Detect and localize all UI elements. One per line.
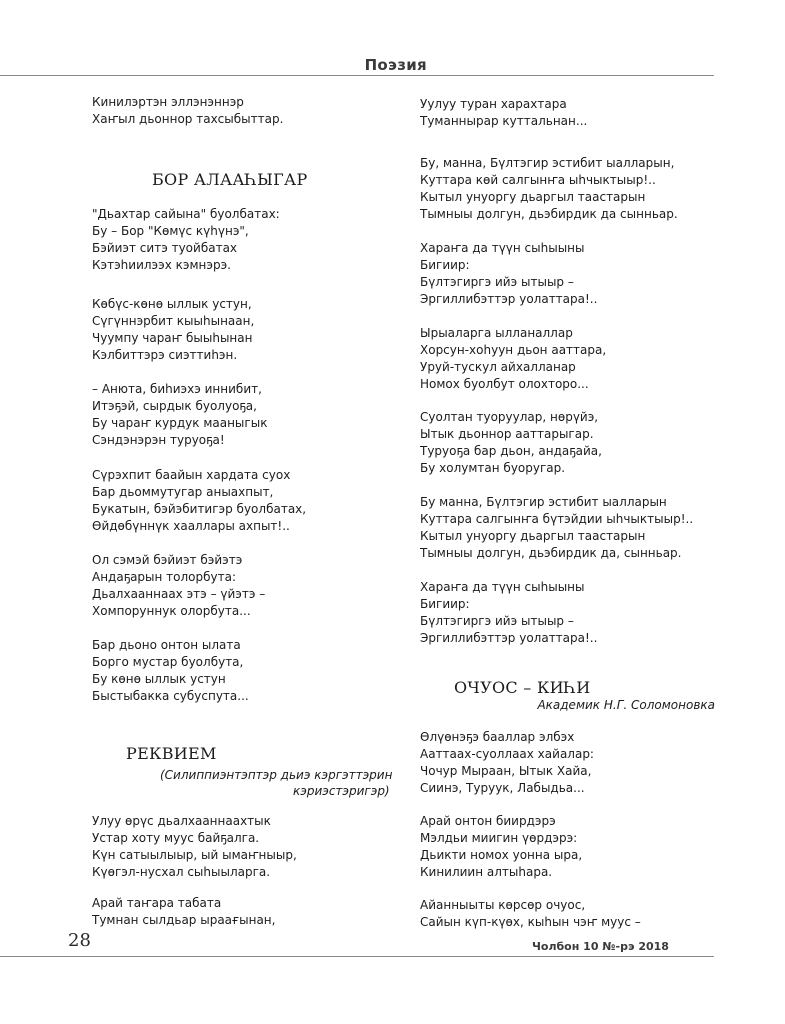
- verse-line: Сайын күп-күөх, кыһын чэҥ муус –: [420, 915, 641, 929]
- verse-line: Тымныы долгун, дьэбирдик да сынньар.: [420, 207, 678, 221]
- verse-line: Бигиир:: [420, 258, 470, 272]
- verse-line: Өйдөбүннүк хааллары ахпыт!..: [92, 519, 290, 533]
- footer-rule: [0, 956, 714, 957]
- verse-line: Тымныы долгун, дьэбирдик да, сынньар.: [420, 546, 682, 560]
- verse-line: Уулуу туран харахтара: [420, 97, 567, 111]
- verse-line: Бар дьоно онтон ылата: [92, 638, 241, 652]
- verse-line: Арай онтон биирдэрэ: [420, 814, 556, 828]
- verse-line: Дьалхааннаах этэ – үйэтэ –: [92, 587, 266, 601]
- verse-line: Ол сэмэй бэйиэт бэйэтэ: [92, 553, 243, 567]
- verse-line: Мэлдьи миигин үөрдэрэ:: [420, 831, 578, 845]
- verse-line: Чочур Мыраан, Ытык Хайа,: [420, 764, 592, 778]
- verse-line: "Дьахтар сайына" буолбатах:: [92, 207, 280, 221]
- verse-line: Туманнырар куттальнан...: [420, 114, 588, 128]
- verse-line: Бу, манна, Бүлтэгир эстибит ыалларын,: [420, 156, 675, 170]
- poem-dedication: Академик Н.Г. Соломоновка: [537, 698, 715, 712]
- verse-line: Бу холумтан буоругар.: [420, 461, 566, 475]
- verse-line: Туруоҕа бар дьон, андаҕайа,: [420, 444, 602, 458]
- verse-line: Кэлбиттэрэ сиэттиһэн.: [92, 348, 238, 362]
- page-number: 28: [68, 930, 91, 951]
- verse-line: Ытык дьоннор ааттарыгар.: [420, 427, 594, 441]
- verse-line: Дьикти номох уонна ыра,: [420, 848, 583, 862]
- verse-line: Арай таҥара табата: [92, 896, 222, 910]
- poem-subtitle: (Силиппиэнтэптэр дьиэ кэргэттэрин: [160, 768, 393, 782]
- poem-title: БОР АЛААҺЫГАР: [152, 170, 308, 189]
- verse-line: Бу – Бор "Көмүс күһүнэ",: [92, 224, 249, 238]
- verse-line: Сүгүннэрбит кыыһынаан,: [92, 314, 255, 328]
- verse-line: Чуумпу чараҥ быыһынан: [92, 331, 253, 345]
- verse-line: Бэйиэт ситэ туойбатах: [92, 241, 238, 255]
- verse-line: Суолтан туоруулар, нөрүйэ,: [420, 410, 599, 424]
- verse-line: Бар дьоммутугар аныахпыт,: [92, 485, 274, 499]
- verse-line: Устар хоту муус байҕалга.: [92, 831, 260, 845]
- section-header-title: Поэзия: [364, 56, 427, 74]
- verse-line: Сүрэхпит баайын хардата суох: [92, 468, 291, 482]
- verse-line: Хаҥыл дьоннор тахсыбыттар.: [92, 112, 284, 126]
- verse-line: Кинилиин алтыһара.: [420, 865, 553, 879]
- poem-subtitle: кэриэстэригэр): [293, 784, 390, 798]
- poem-title: РЕКВИЕМ: [126, 744, 217, 763]
- verse-line: Көбүс-көнө ыллык устун,: [92, 297, 252, 311]
- verse-line: Букатын, бэйэбитигэр буолбатах,: [92, 502, 307, 516]
- verse-line: Эргиллибэттэр уолаттара!..: [420, 631, 598, 645]
- verse-line: Итэҕэй, сырдык буолуоҕа,: [92, 399, 257, 413]
- verse-line: Тумнан сылдьар ыраағынан,: [92, 913, 276, 927]
- left-column: [0, 0, 400, 930]
- verse-line: Бу чараҥ курдук мааныгык: [92, 416, 268, 430]
- verse-line: Бүлтэгиргэ ийэ ытыыр –: [420, 275, 574, 289]
- right-column: [400, 0, 785, 930]
- verse-line: Бигиир:: [420, 597, 470, 611]
- journal-issue: Чолбон 10 №-рэ 2018: [532, 940, 669, 953]
- verse-line: Бу көнө ыллык устун: [92, 672, 226, 686]
- verse-line: Борго мустар буолбута,: [92, 655, 244, 669]
- verse-line: Бу манна, Бүлтэгир эстибит ыалларын: [420, 495, 667, 509]
- verse-line: Сиинэ, Туруук, Лабыдьа...: [420, 781, 585, 795]
- verse-line: Күөгэл-нусхал сыһыыларга.: [92, 865, 271, 879]
- verse-line: Хараҥа да түүн сыһыыны: [420, 241, 585, 255]
- verse-line: Куттара салгынҥа бүтэйдии ыһчыктыыр!..: [420, 512, 694, 526]
- verse-line: Куттара көй салгынҥа ыһчыктыыр!..: [420, 173, 656, 187]
- verse-line: Эргиллибэттэр уолаттара!..: [420, 292, 598, 306]
- verse-line: Сэндэнэрэн туруоҕа!: [92, 433, 225, 447]
- verse-line: Бүлтэгиргэ ийэ ытыыр –: [420, 614, 574, 628]
- verse-line: Быстыбакка субуспута...: [92, 689, 249, 703]
- verse-line: Улуу өрүс дьалхааннаахтык: [92, 814, 271, 828]
- poem-title: ОЧУОС – КИҺИ: [454, 678, 591, 697]
- verse-line: Кытыл унуоргу дьаргыл таастарын: [420, 190, 646, 204]
- verse-line: Ырыаларга ылланаллар: [420, 326, 573, 340]
- verse-line: Хорсун-хоһуун дьон ааттара,: [420, 343, 607, 357]
- verse-line: Кэтэһиилээх кэмнэрэ.: [92, 258, 231, 272]
- verse-line: Өлүөнэҕэ бааллар элбэх: [420, 730, 575, 744]
- verse-line: – Анюта, биһиэхэ иннибит,: [92, 382, 262, 396]
- verse-line: Ааттаах-суоллаах хайалар:: [420, 747, 594, 761]
- verse-line: Күн сатыылыыр, ый ымаҥныыр,: [92, 848, 297, 862]
- verse-line: Хомпоруннук олорбута...: [92, 604, 251, 618]
- verse-line: Номох буолбут олохторо...: [420, 377, 589, 391]
- verse-line: Айанныыты көрсөр очуос,: [420, 898, 586, 912]
- verse-line: Андаҕарын толорбута:: [92, 570, 237, 584]
- verse-line: Кинилэртэн эллэнэннэр: [92, 95, 244, 109]
- verse-line: Хараҥа да түүн сыһыыны: [420, 580, 585, 594]
- verse-line: Уруй-тускул айхалланар: [420, 360, 576, 374]
- verse-line: Кытыл унуоргу дьаргыл таастарын: [420, 529, 646, 543]
